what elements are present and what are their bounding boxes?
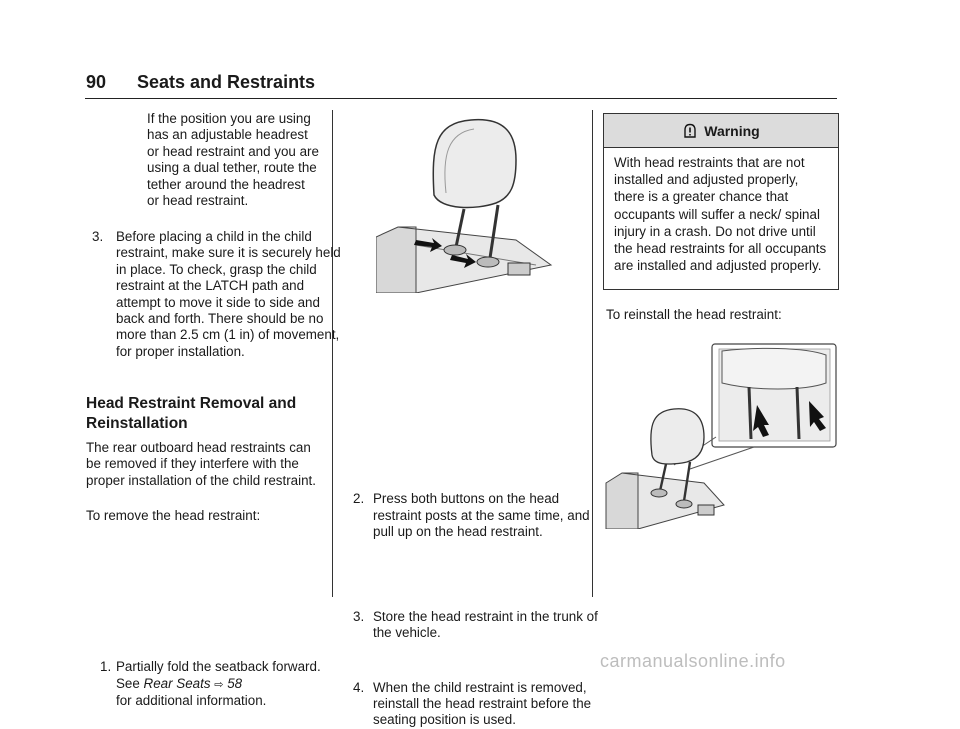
step-2-remove [353,491,601,540]
step-text: Store the head restraint in the trunk of the vehicle. [373,608,598,641]
step-text: When the child restraint is removed, reinstall the head restraint before the seating position is used. [373,679,592,728]
heading-line-1: Head Restraint Removal and [86,395,297,412]
intro-paragraph: The rear outboard head restraints can be removed if they interfere with the proper installation of the child restraint. [86,440,316,488]
step-text-continued: for additional information. [116,693,267,709]
warning-icon [682,123,698,139]
step-text: Before placing a child in the child restraint, make sure it is securely held in place. To check, grasp the child restraint at the LATCH path and attempt to move it side to side and back and forth. There should be no more than 2.5 cm (1 in) of movement, for proper installation. [116,229,341,359]
remove-label: To remove the head restraint: [86,508,261,523]
page-number: 90 [86,72,107,92]
warning-header [604,114,838,148]
header-rule [85,98,837,99]
watermark: carmanualsonline.info [600,651,786,671]
step-3-store [353,609,601,642]
warning-text: With head restraints that are not installed and adjusted properly, there is a greater chance that occupants will suffer a neck/ spinal injury in a crash. Do not drive until the head restraints for all occupants are installed and adjusted properly. [614,155,827,274]
step-number: 4. [353,679,365,695]
page-ref-icon: ⇨ [214,678,224,691]
rear-seats-link[interactable]: Rear Seats [143,675,211,691]
step-4-reinstall [353,680,601,729]
head-restraint-removal-illustration [376,115,578,293]
warning-box [603,113,839,290]
step-1-remove [100,659,330,709]
warning-title: Warning [704,122,760,139]
head-restraint-reinstall-illustration [604,343,838,529]
step-number: 2. [353,491,365,507]
section-heading [86,394,326,434]
section-title: Seats and Restraints [137,72,316,92]
step-3-remove [92,229,346,360]
step-number: 3. [353,608,365,624]
step-text: Press both buttons on the head restraint posts at the same time, and pull up on the head restraint. [373,491,590,540]
reinstall-label: To reinstall the head restraint: [606,307,782,322]
continued-paragraph: If the position you are using has an adjustable headrest or head restraint and you are using a dual tether, route the tether around the headrest or head restraint. [147,111,319,209]
page-ref-number[interactable]: 58 [227,675,243,691]
step-number: 1. [100,659,112,675]
step-text: Partially fold the seatback forward. See [116,659,321,691]
heading-line-2: Reinstallation [86,415,188,432]
step-number: 3. [92,229,104,244]
